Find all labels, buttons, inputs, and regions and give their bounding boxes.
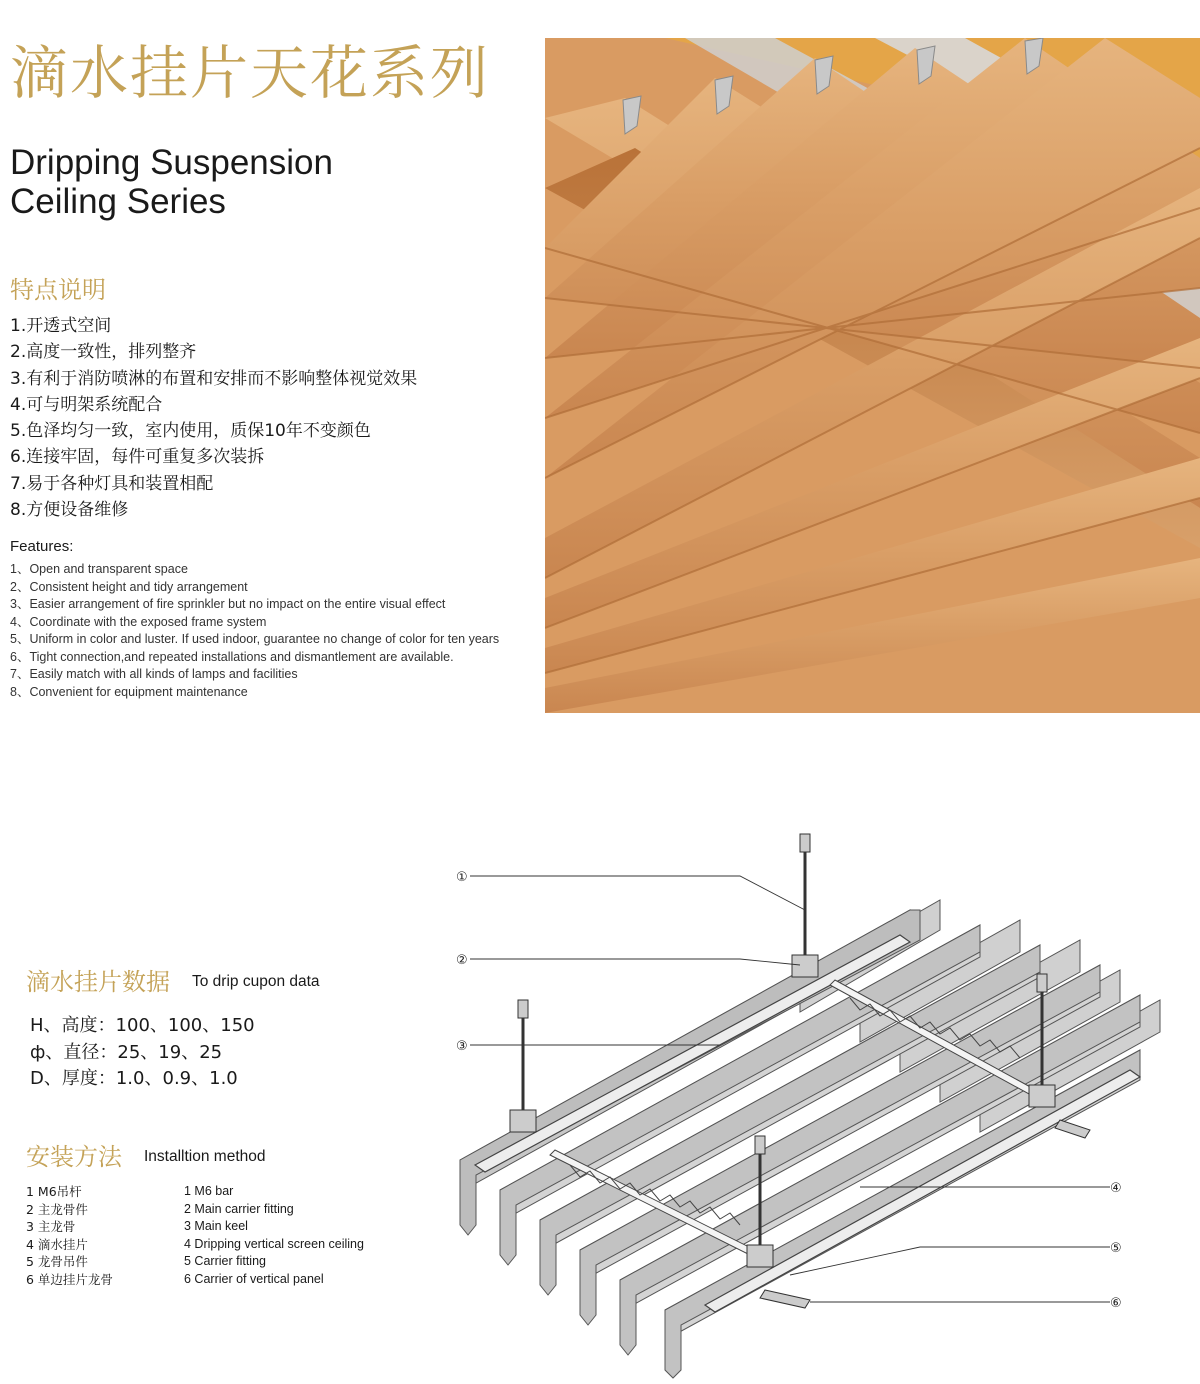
part-en-item: 5 Carrier fitting <box>184 1254 266 1269</box>
main-carrier-fitting <box>510 1110 536 1132</box>
part-en-item: 3 Main keel <box>184 1219 248 1234</box>
feature-en-item: 4、Coordinate with the exposed frame system <box>10 614 267 629</box>
part-cn-item: 4 滴水挂片 <box>26 1236 88 1252</box>
callout-leader-5 <box>790 1247 1110 1275</box>
carrier-bracket <box>1055 1120 1090 1138</box>
page-title-en <box>10 143 333 221</box>
callout-leader-2 <box>470 959 800 965</box>
parts-list-cn <box>26 1183 113 1289</box>
feature-cn-item: 1.开透式空间 <box>10 316 112 336</box>
page-title-en-line1: Dripping Suspension <box>10 143 333 182</box>
installation-diagram <box>420 830 1200 1380</box>
feature-cn-item: 2.高度一致性，排列整齐 <box>10 342 197 363</box>
features-cn-heading: 特点说明 <box>10 276 106 304</box>
part-cn-item: 1 M6吊杆 <box>26 1184 82 1199</box>
ceiling-photo-illustration <box>545 38 1200 713</box>
parts-list-en <box>184 1183 364 1289</box>
carrier-fitting <box>747 1245 773 1267</box>
rod-top <box>800 834 810 852</box>
callout-4: ④ <box>1110 1181 1122 1196</box>
feature-en-item: 6、Tight connection,and repeated installations and dismantlement are available. <box>10 649 454 664</box>
rod-top <box>518 1000 528 1018</box>
spec-row-diameter: ф、直径：25、19、25 <box>30 1041 223 1063</box>
feature-cn-item: 5.色泽均匀一致，室内使用，质保10年不变颜色 <box>10 421 371 442</box>
rod-top <box>1037 974 1047 992</box>
rod-top <box>755 1136 765 1154</box>
feature-en-item: 7、Easily match with all kinds of lamps and facilities <box>10 667 298 681</box>
ceiling-photo <box>545 38 1200 713</box>
data-heading <box>26 962 320 997</box>
callout-6: ⑥ <box>1110 1296 1122 1311</box>
page-title-en-line2: Ceiling Series <box>10 182 226 221</box>
callout-3: ③ <box>456 1039 468 1054</box>
feature-en-item: 3、Easier arrangement of fire sprinkler but no impact on the entire visual effect <box>10 597 446 611</box>
features-en-heading: Features: <box>10 538 74 555</box>
spec-row-height: H、高度：100、100、150 <box>30 1015 255 1036</box>
part-en-item: 1 M6 bar <box>184 1184 234 1198</box>
part-cn-item: 6 单边挂片龙骨 <box>26 1271 113 1287</box>
part-cn-item: 2 主龙骨件 <box>26 1201 88 1217</box>
data-spec-list <box>30 1013 255 1093</box>
callout-2: ② <box>456 953 468 968</box>
part-en-item: 6 Carrier of vertical panel <box>184 1271 324 1286</box>
feature-cn-item: 3.有利于消防喷淋的布置和安排而不影响整体视觉效果 <box>10 368 418 389</box>
part-en-item: 4 Dripping vertical screen ceiling <box>184 1236 364 1251</box>
main-carrier-fitting <box>792 955 818 977</box>
callout-1: ① <box>456 870 468 885</box>
page-title-cn: 滴水挂片天花系列 <box>10 39 491 107</box>
install-heading <box>26 1137 266 1172</box>
features-en-list <box>10 561 499 701</box>
feature-en-item: 5、Uniform in color and luster. If used indoor, guarantee no change of color for ten years <box>10 632 500 646</box>
feature-cn-item: 7.易于各种灯具和装置相配 <box>10 473 214 494</box>
callout-leader-1 <box>470 876 805 910</box>
part-cn-item: 3 主龙骨 <box>26 1219 76 1235</box>
feature-en-item: 1、Open and transparent space <box>10 562 188 576</box>
features-cn-list <box>10 313 417 523</box>
install-heading-cn: 安装方法 <box>26 1143 122 1171</box>
carrier-fitting <box>1029 1085 1055 1107</box>
spec-row-thickness: D、厚度：1.0、0.9、1.0 <box>30 1068 238 1089</box>
installation-diagram-svg <box>420 830 1200 1380</box>
install-heading-en: Installtion method <box>144 1148 266 1165</box>
feature-cn-item: 4.可与明架系统配合 <box>10 394 163 415</box>
part-cn-item: 5 龙骨吊件 <box>26 1254 88 1270</box>
feature-cn-item: 6.连接牢固，每件可重复多次装拆 <box>10 447 265 468</box>
feature-en-item: 8、Convenient for equipment maintenance <box>10 684 248 699</box>
feature-cn-item: 8.方便设备维修 <box>10 500 129 521</box>
carrier-bracket <box>760 1290 810 1308</box>
feature-en-item: 2、Consistent height and tidy arrangement <box>10 579 248 594</box>
data-heading-en: To drip cupon data <box>192 973 320 990</box>
data-heading-cn: 滴水挂片数据 <box>26 968 170 996</box>
callout-5: ⑤ <box>1110 1241 1122 1256</box>
part-en-item: 2 Main carrier fitting <box>184 1201 294 1216</box>
